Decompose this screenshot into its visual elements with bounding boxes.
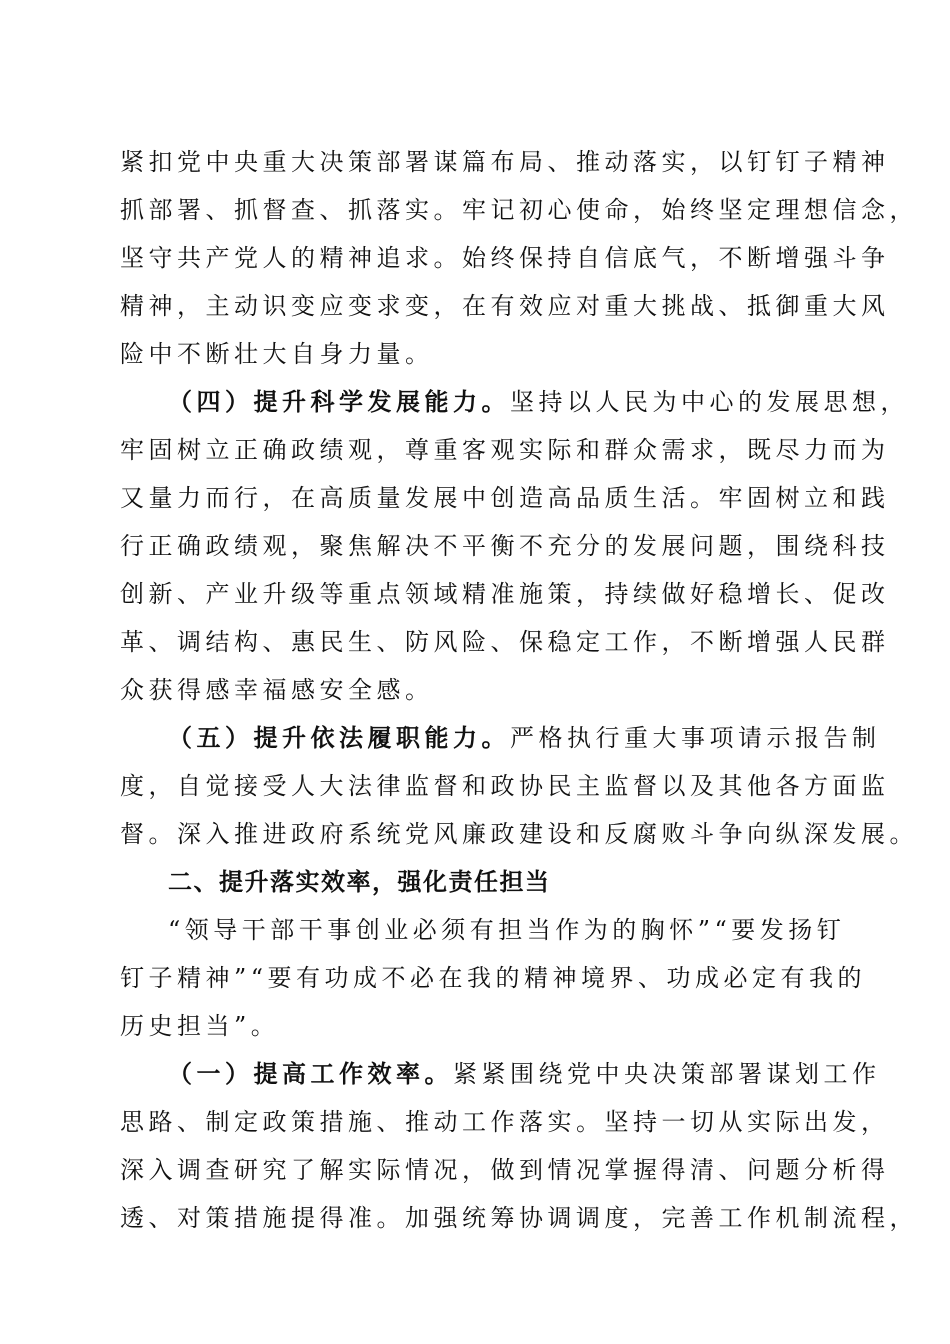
text-line: 钉子精神”“要有功成不必在我的精神境界、功成必定有我的 [120, 964, 867, 992]
text-line: 精神，主动识变应变求变，在有效应对重大挑战、抵御重大风 [120, 292, 890, 320]
text-line: 思路、制定政策措施、推动工作落实。坚持一切从实际出发， [120, 1108, 890, 1136]
text-line: 革、调结构、惠民生、防风险、保稳定工作，不断增强人民群 [120, 628, 890, 656]
text-line: 抓部署、抓督查、抓落实。牢记初心使命，始终坚定理想信念， [120, 196, 918, 224]
text-line: 众获得感幸福感安全感。 [120, 676, 434, 704]
section-paragraph-first-line [168, 382, 909, 422]
section-paragraph-first-line [168, 718, 881, 758]
text-line: 坚守共产党人的精神追求。始终保持自信底气，不断增强斗争 [120, 244, 890, 272]
section-lead: （四）提升科学发展能力。 [168, 388, 510, 416]
text-run: 严格执行重大事项请示报告制 [510, 724, 881, 752]
text-run: 坚持以人民为中心的发展思想， [510, 388, 909, 416]
text-line: 历史担当”。 [120, 1012, 280, 1040]
text-line: 透、对策措施提得准。加强统筹协调调度，完善工作机制流程， [120, 1204, 918, 1232]
section-lead: （一）提高工作效率。 [168, 1060, 453, 1088]
text-line: 牢固树立正确政绩观，尊重客观实际和群众需求，既尽力而为 [120, 436, 890, 464]
text-line: 深入调查研究了解实际情况，做到情况掌握得清、问题分析得 [120, 1156, 890, 1184]
text-line: “领导干部干事创业必须有担当作为的胸怀”“要发扬钉 [168, 916, 846, 944]
section-lead: （五）提升依法履职能力。 [168, 724, 510, 752]
section-paragraph-first-line [168, 1054, 881, 1094]
text-line: 紧扣党中央重大决策部署谋篇布局、推动落实，以钉钉子精神 [120, 148, 890, 176]
text-line: 督。深入推进政府系统党风廉政建设和反腐败斗争向纵深发展。 [120, 820, 918, 848]
text-line: 创新、产业升级等重点领域精准施策，持续做好稳增长、促改 [120, 580, 890, 608]
text-run: 紧紧围绕党中央决策部署谋划工作 [453, 1060, 881, 1088]
text-line: 行正确政绩观，聚焦解决不平衡不充分的发展问题，围绕科技 [120, 532, 890, 560]
text-line: 险中不断壮大自身力量。 [120, 340, 434, 368]
text-line: 又量力而行，在高质量发展中创造高品质生活。牢固树立和践 [120, 484, 890, 512]
section-heading: 二、提升落实效率，强化责任担当 [168, 868, 551, 896]
text-line: 度，自觉接受人大法律监督和政协民主监督以及其他各方面监 [120, 772, 890, 800]
